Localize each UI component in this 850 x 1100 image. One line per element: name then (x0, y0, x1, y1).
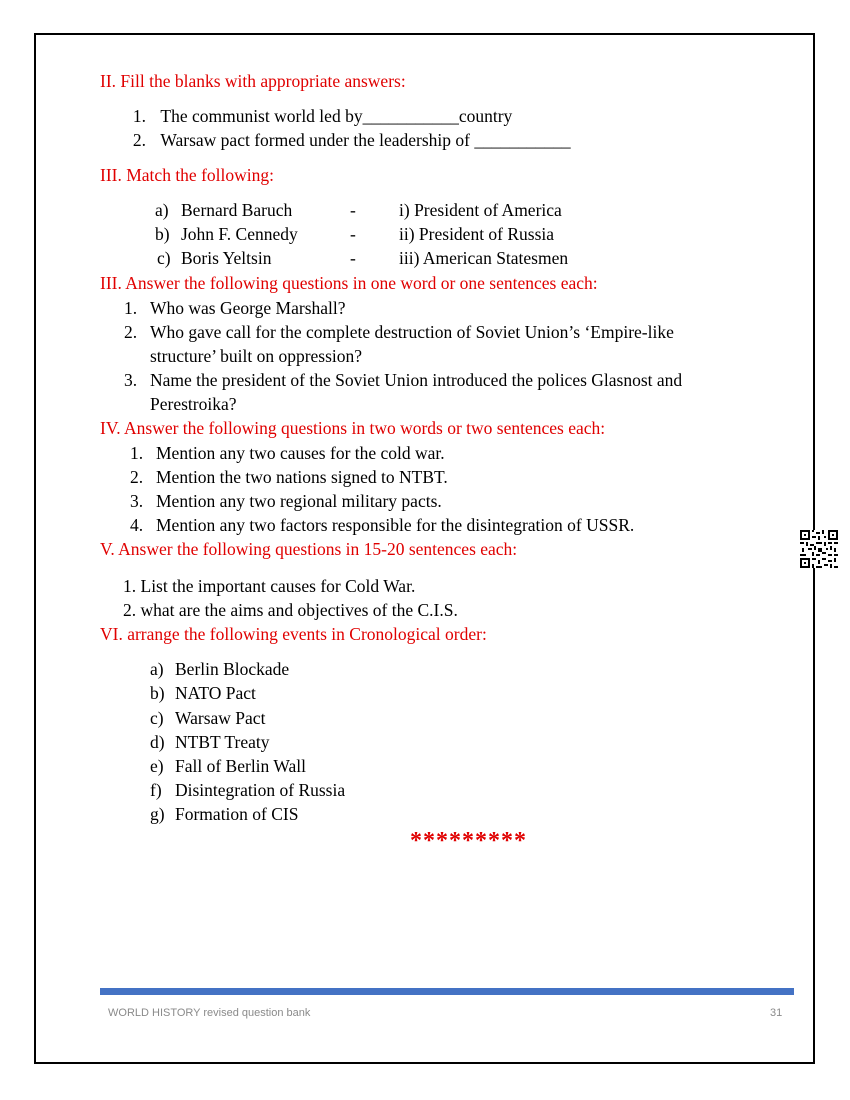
match-left: Bernard Baruch (181, 200, 293, 220)
list-item (128, 106, 512, 127)
match-right: i) President of America (399, 200, 562, 220)
item-number: 2. (124, 322, 138, 342)
item-text: Mention any two regional military pacts. (156, 491, 442, 511)
item-number: 1. (130, 443, 144, 463)
item-label: f) (150, 780, 162, 800)
item-label: d) (150, 732, 165, 752)
item-label: e) (150, 756, 164, 776)
section-3-heading: III. Match the following: (100, 165, 274, 185)
item-text: The communist world led by___________country (160, 106, 513, 126)
item-number: 3. (130, 491, 144, 511)
section-6-heading: VI. arrange the following events in Cronological order: (100, 624, 487, 644)
item-text-continued: structure’ built on oppression? (150, 346, 363, 366)
item-number: 3. (124, 370, 138, 390)
qr-code-icon (800, 530, 838, 568)
item-text: Name the president of the Soviet Union introduced the polices Glasnost and (150, 370, 683, 390)
item-number: 4. (130, 515, 144, 535)
item-text: Mention any two factors responsible for the disintegration of USSR. (156, 515, 635, 535)
item-text: NTBT Treaty (175, 732, 270, 752)
end-marker: ********* (410, 828, 527, 854)
item-number: 1. (124, 298, 138, 318)
section-2-heading: II. Fill the blanks with appropriate answers: (100, 71, 406, 91)
page-number: 31 (770, 1007, 783, 1019)
item-text: Fall of Berlin Wall (175, 756, 306, 776)
list-item (128, 130, 571, 151)
item-text: Berlin Blockade (175, 659, 290, 679)
match-row (157, 248, 171, 269)
match-dash: - (350, 200, 356, 220)
match-row (155, 200, 169, 221)
match-label: a) (155, 200, 169, 220)
footer-divider (100, 988, 794, 995)
match-row (155, 224, 170, 245)
section-5-heading: V. Answer the following questions in 15-20 sentences each: (100, 539, 518, 559)
item-number: 2. (132, 130, 146, 150)
item-label: b) (150, 683, 165, 703)
item-text: Disintegration of Russia (175, 780, 346, 800)
item-number: 1. (132, 106, 146, 126)
item-label: c) (150, 708, 164, 728)
section-3b-heading: III. Answer the following questions in one word or one sentences each: (100, 273, 598, 293)
item-text: Warsaw pact formed under the leadership of ___________ (160, 130, 571, 150)
match-right: ii) President of Russia (399, 224, 555, 244)
match-dash: - (350, 224, 356, 244)
match-dash: - (350, 248, 356, 268)
item-text: Who gave call for the complete destruction of Soviet Union’s ‘Empire-like (150, 322, 674, 342)
list-item: 1. List the important causes for Cold War. (123, 576, 416, 596)
match-left: John F. Cennedy (181, 224, 298, 244)
match-label: b) (155, 224, 170, 244)
footer-title: WORLD HISTORY revised question bank (108, 1007, 311, 1019)
item-text: Formation of CIS (175, 804, 299, 824)
item-text: Who was George Marshall? (150, 298, 346, 318)
item-label: g) (150, 804, 165, 824)
item-text: Warsaw Pact (175, 708, 266, 728)
item-text-continued: Perestroika? (150, 394, 237, 414)
item-number: 2. (130, 467, 144, 487)
section-4-heading: IV. Answer the following questions in two words or two sentences each: (100, 418, 606, 438)
match-label: c) (157, 248, 171, 268)
match-left: Boris Yeltsin (181, 248, 272, 268)
list-item: 2. what are the aims and objectives of the C.I.S. (123, 600, 458, 620)
item-text: Mention any two causes for the cold war. (156, 443, 445, 463)
item-text: NATO Pact (175, 683, 256, 703)
match-right: iii) American Statesmen (399, 248, 569, 268)
item-label: a) (150, 659, 164, 679)
item-text: Mention the two nations signed to NTBT. (156, 467, 448, 487)
